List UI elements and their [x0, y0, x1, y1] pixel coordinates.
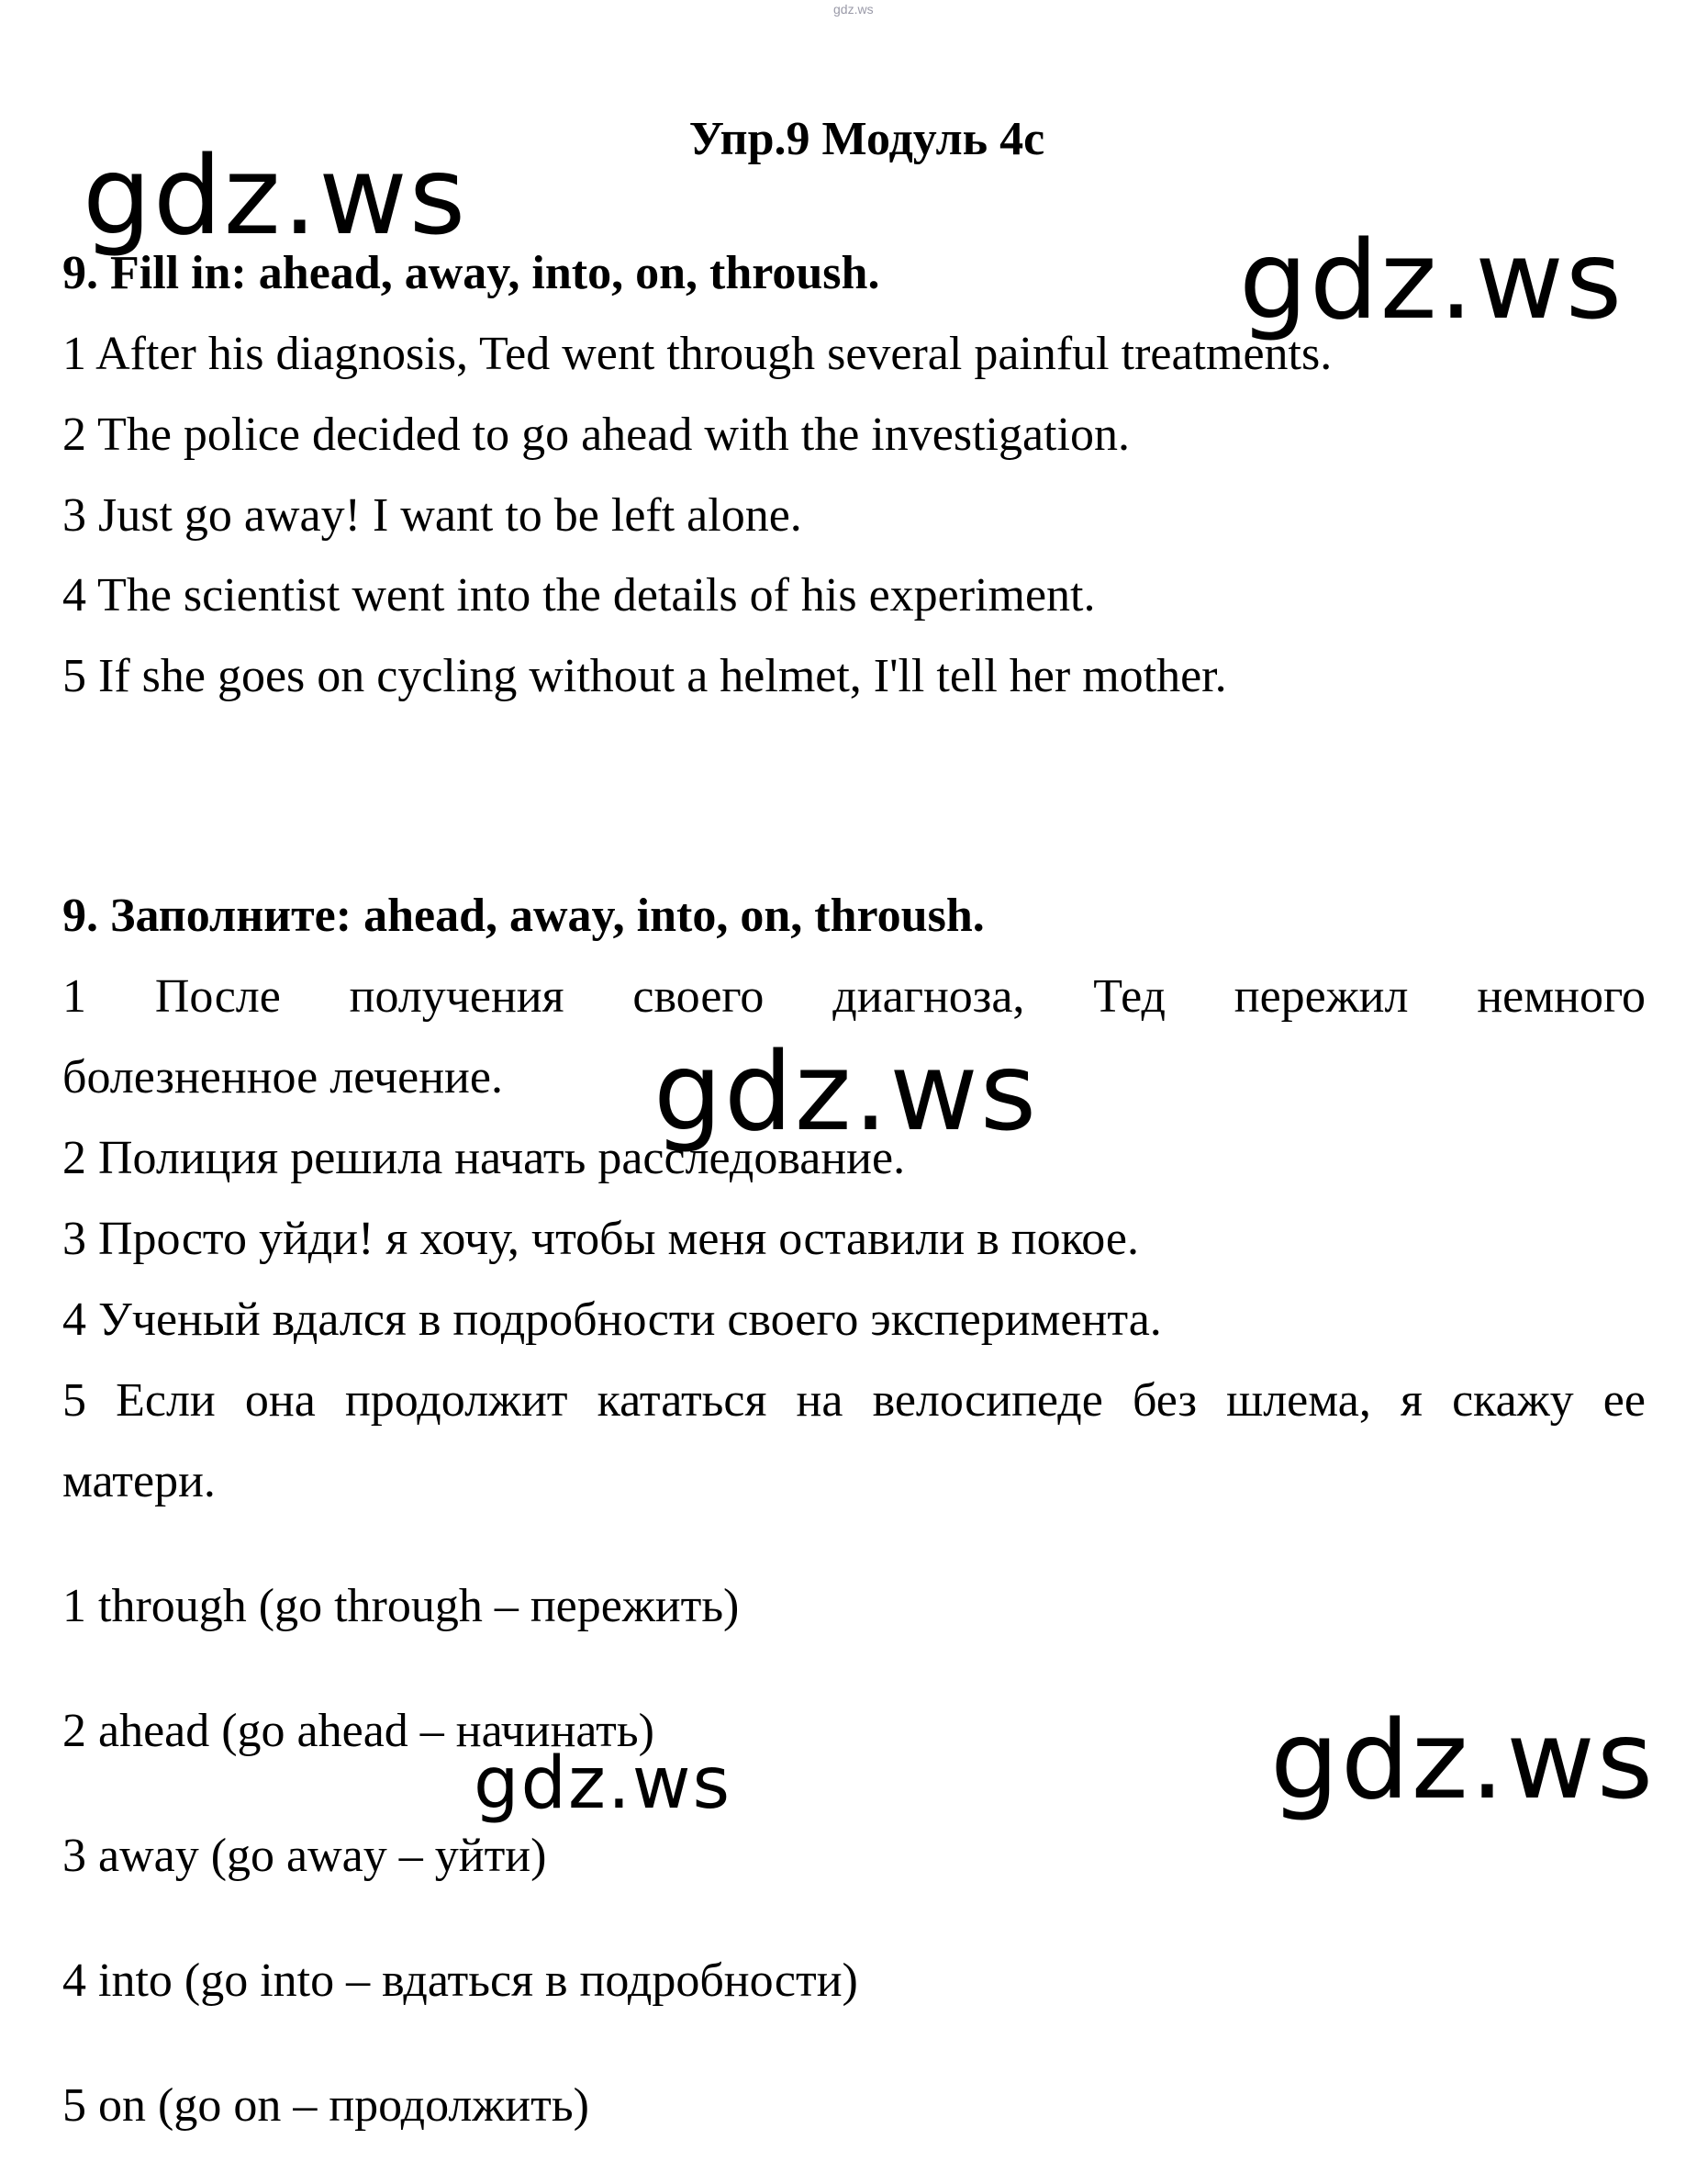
word: диагноза,: [832, 970, 1025, 1023]
answer-4: 4 into (go into – вдаться в подробности): [62, 1954, 858, 2007]
word: получения: [349, 970, 564, 1023]
watermark-logo: gdz.ws: [83, 132, 468, 259]
word: своего: [632, 970, 765, 1023]
english-sentence-4: 4 The scientist went into the details of his experiment.: [62, 569, 1096, 622]
russian-sentence-2: 2 Полиция решила начать расследование.: [62, 1132, 906, 1184]
english-sentence-2: 2 The police decided to go ahead with the investigation.: [62, 409, 1130, 461]
word: она: [244, 1374, 316, 1427]
word: пережил: [1234, 970, 1409, 1023]
word: я: [1401, 1374, 1423, 1427]
word: Если: [116, 1374, 216, 1427]
english-sentence-1: 1 After his diagnosis, Ted went through several painful treatments.: [62, 328, 1333, 380]
english-sentence-3: 3 Just go away! I want to be left alone.: [62, 489, 802, 542]
word: на: [796, 1374, 843, 1427]
word: 1: [62, 970, 86, 1023]
russian-heading: 9. Заполните: ahead, away, into, on, throush.: [62, 890, 985, 942]
word: кататься: [597, 1374, 767, 1427]
word: ее: [1602, 1374, 1646, 1427]
word: После: [154, 970, 281, 1023]
watermark-logo: gdz.ws: [1270, 1697, 1656, 1823]
russian-sentence-5: [62, 1372, 1646, 1430]
word: продолжит: [344, 1374, 568, 1427]
russian-sentence-1: [62, 968, 1646, 1026]
russian-sentence-3: 3 Просто уйди! я хочу, чтобы меня оставили в покое.: [62, 1213, 1139, 1265]
answer-5: 5 on (go on – продолжить): [62, 2079, 589, 2132]
word: 5: [62, 1374, 86, 1427]
english-sentence-5: 5 If she goes on cycling without a helmet, I'll tell her mother.: [62, 650, 1227, 702]
word: скажу: [1452, 1374, 1574, 1427]
word: велосипеде: [872, 1374, 1103, 1427]
word: Тед: [1093, 970, 1166, 1023]
answer-3: 3 away (go away – уйти): [62, 1830, 547, 1882]
page-title: Упр.9 Модуль 4с: [688, 113, 1045, 165]
top-watermark: gdz.ws: [833, 2, 874, 17]
russian-sentence-5-cont: матери.: [62, 1455, 216, 1507]
answer-2: 2 ahead (go ahead – начинать): [62, 1705, 654, 1757]
watermark-logo: gdz.ws: [1239, 217, 1624, 343]
word: без: [1132, 1374, 1198, 1427]
word: немного: [1477, 970, 1646, 1023]
answer-1: 1 through (go through – пережить): [62, 1580, 740, 1632]
english-heading: 9. Fill in: ahead, away, into, on, throush.: [62, 247, 880, 299]
russian-sentence-4: 4 Ученый вдался в подробности своего эксперимента.: [62, 1294, 1162, 1346]
watermark-logo: gdz.ws: [474, 1742, 732, 1825]
watermark-logo: gdz.ws: [653, 1028, 1039, 1155]
russian-sentence-1-cont: болезненное лечение.: [62, 1051, 503, 1103]
word: шлема,: [1226, 1374, 1371, 1427]
